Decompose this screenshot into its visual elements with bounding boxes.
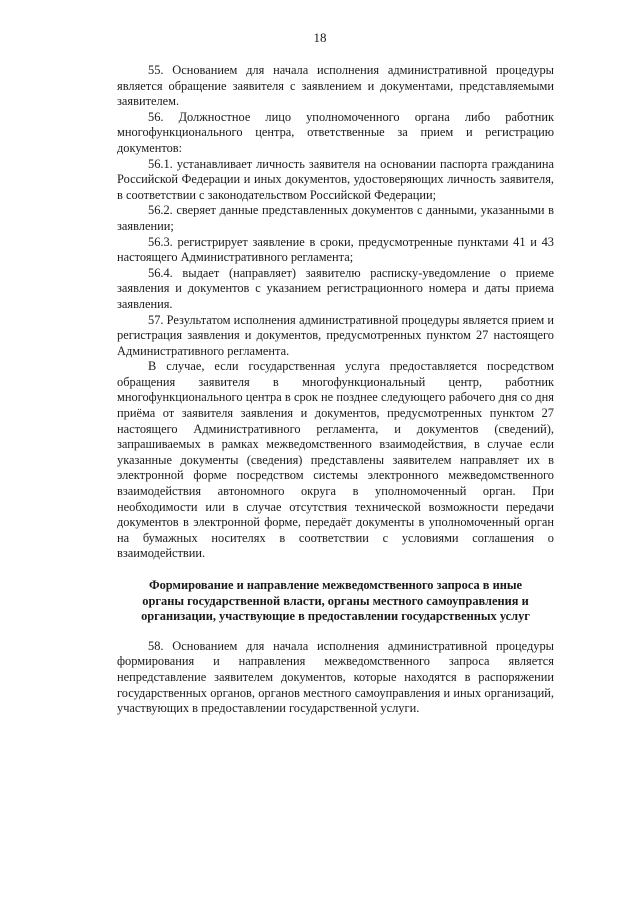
paragraph-mfc-case: В случае, если государственная услуга предоставляется посредством обращения заявителя в многофункциональный центр, работник многофункционального центра в срок не позднее следующего рабочего дня со дня приёма от заявителя заявления и документов, предусмотренных пунктом 27 настоящего Административного регламента, и документов (сведений), запрашиваемых в рамках межведомственного взаимодействия, в случае если указанные документы (сведения) представлены заявителем направляет их в электронной форме посредством системы электронного межведомственного взаимодействия автономного округа в уполномоченный орган. При необходимости или в случае отсутствия технической возможности передачи документов в электронной форме, передаёт документы в уполномоченный орган на бумажных носителях в соответствии с условиями соглашения о взаимодействии. — [117, 359, 554, 561]
paragraph-55: 55. Основанием для начала исполнения административной процедуры является обращение заявителя с заявлением и документами, представляемыми заявителем. — [117, 63, 554, 109]
page-number: 18 — [313, 30, 327, 45]
paragraph-56-1: 56.1. устанавливает личность заявителя на основании паспорта гражданина Российской Федерации и иных документов, удостоверяющих личность заявителя, в соответствии с законодательством Российской Федерации; — [117, 156, 554, 202]
paragraph-57: 57. Результатом исполнения административной процедуры является прием и регистрация заявления и документов, предусмотренных пунктом 27 настоящего Административного регламента. — [117, 312, 554, 358]
page-content — [117, 63, 554, 717]
paragraph-56-4: 56.4. выдает (направляет) заявителю расписку-уведомление о приеме заявления и документов с указанием регистрационного номера и даты приема заявления. — [117, 265, 554, 311]
paragraph-56: 56. Должностное лицо уполномоченного органа либо работник многофункционального центра, ответственные за прием и регистрацию документов: — [117, 109, 554, 155]
paragraph-56-3: 56.3. регистрирует заявление в сроки, предусмотренные пунктами 41 и 43 настоящего Административного регламента; — [117, 234, 554, 265]
section-heading: Формирование и направление межведомственного запроса в иные органы государственной власти, органы местного самоуправления и организации, участвующие в предоставлении государственных услуг — [141, 578, 530, 624]
paragraph-56-2: 56.2. сверяет данные представленных документов с данными, указанными в заявлении; — [117, 203, 554, 233]
paragraph-58: 58. Основанием для начала исполнения административной процедуры формирования и направления межведомственного запроса является непредставление заявителем документов, которые находятся в распоряжении государственных органов, органов местного самоуправления и иных организаций, участвующих в предоставлении государственной услуги. — [117, 638, 554, 716]
